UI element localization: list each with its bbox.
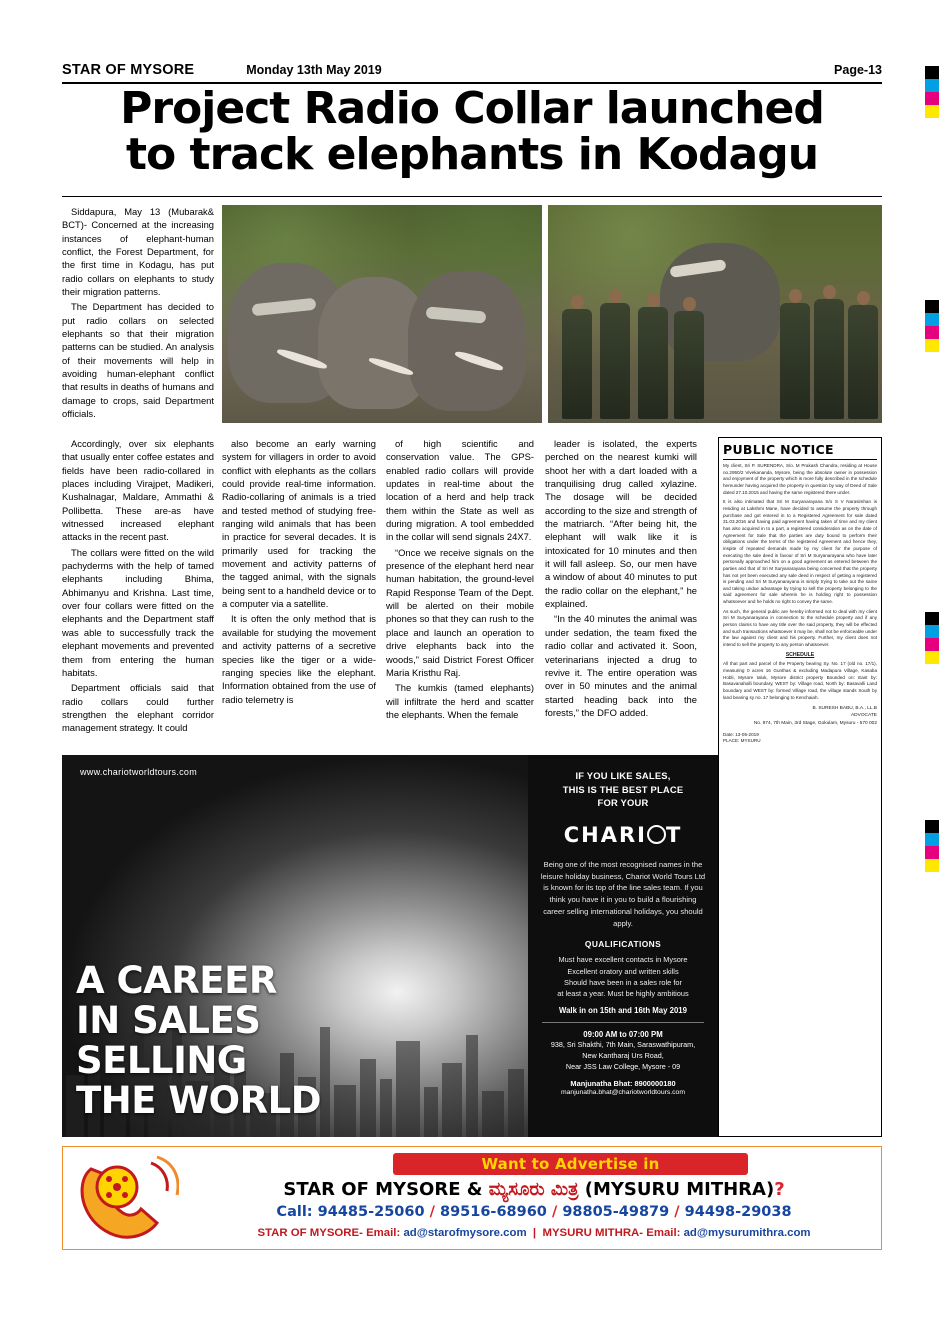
notice-signatory-title: ADVOCATE <box>850 713 877 719</box>
article-column-2 <box>222 437 376 708</box>
paragraph: “In the 40 minutes the animal was under sedation, the team fixed the radio collar and activated it. Soon, veterinarians injected a drug to revive it. The entire operation was over in 50 minutes and the animal started heading back into the forests,” the DFO added. <box>545 613 697 718</box>
ad-background-photo <box>62 755 528 1137</box>
ad-address <box>538 1039 708 1072</box>
paragraph: Accordingly, over six elephants that usually enter coffee estates and fields have been radio-collared in places including Virajpet, Madikeri, Kushalnagar, Maldare, Ammathi & Pollibetta. These are-as have witnessed increased elephant attacks in the recent past. <box>62 438 214 543</box>
phone-number-1[interactable]: 94485-25060 <box>317 1204 425 1220</box>
phone-number-2[interactable]: 89516-68960 <box>439 1204 547 1220</box>
advertisement-chariot[interactable] <box>62 755 718 1137</box>
headline-line-1: Project Radio Collar launched <box>120 83 824 134</box>
paragraph: Siddapura, May 13 (Mubarak& BCT)- Concerned at the increasing instances of elephant-human conflict, the Forest Department, for the first time in Kodagu, has put radio collars on elephants to study their migration patterns. <box>62 206 214 298</box>
article-column-1-lower <box>62 437 214 737</box>
ad-website-url[interactable]: www.chariotworldtours.com <box>80 767 198 777</box>
globe-o-icon <box>647 825 666 844</box>
paragraph: Department officials said that radio collars could further strengthen the elephant corridor management strategy. It could <box>62 682 214 734</box>
article-column-3 <box>386 437 534 723</box>
notice-schedule-heading: SCHEDULE <box>785 651 815 658</box>
page-masthead <box>62 62 882 84</box>
qualification-item: Must have excellent contacts in Mysore <box>558 955 688 965</box>
article-column-1 <box>62 205 214 423</box>
article-column-4 <box>545 437 697 721</box>
ad-walkin-timing: 09:00 AM to 07:00 PM <box>583 1029 663 1039</box>
ad-detail-panel <box>528 755 718 1137</box>
page-title <box>62 83 882 180</box>
notice-schedule-text: All that part and parcel of the Property bearing Sy. No. 17 (old no. 17/1), measuring 0 acres 16 Gunthas & excluding Madapura Village, Kasaba Hobli, Mysore taluk, Mysore district property Bounded on: East by: Basavanahalli boundary, WEST by: Village road, North by: Basavalli Land boundary and WEST by: formed Village road, the village stands South by land bearing sy no. 17 belonging to Kenchaiah. <box>723 661 877 700</box>
photo-forest-staff <box>548 205 882 423</box>
ad-qualifications-heading: QUALIFICATIONS <box>584 939 662 950</box>
mm-email-label: MYSURU MITHRA- Email: <box>542 1227 681 1239</box>
ad-headline-line-4: THE WORLD <box>76 1079 321 1123</box>
brand-mysuru-mithra-kannada: ಮ್ಯಸೂರು ಮಿತ್ರ <box>488 1179 579 1200</box>
phone-number-4[interactable]: 94498-29038 <box>684 1204 792 1220</box>
ad-contact-name[interactable]: Manjunatha Bhat: 8900000180 <box>570 1079 676 1089</box>
headline-line-2: to track elephants in Kodagu <box>125 128 819 180</box>
notice-paragraph: My client, Sri P. SURENDRA, S/o. M Prakash Chandra, residing at House no.2950/2 Vivekananda, Mysore, being the absolute owner in possession and enjoyment of the property which is more fully described in the schedule hereunder having acquired the property in question by way of Deed of Sale dated 27.10.2015 and having the same registered there under. <box>723 463 877 495</box>
address-line: Near JSS Law College, Mysore - 09 <box>565 1062 681 1072</box>
advertise-with-us-banner[interactable] <box>62 1146 882 1250</box>
page-number: Page-13 <box>834 63 882 77</box>
notice-place: PLACE: MYSURU <box>723 738 761 744</box>
chariot-logo-text: CHARI <box>563 822 647 847</box>
contact-numbers-line[interactable]: Call: 94485-25060 / 89516-68960 / 98805-49879 / 94498-29038 <box>276 1204 792 1220</box>
ad-kicker-line-3: FOR YOUR <box>597 797 649 809</box>
ad-kicker-line-1: IF YOU LIKE SALES, <box>575 770 671 781</box>
chariot-logo <box>538 823 708 847</box>
paragraph: It is often the only method that is available for studying the movement and activity patterns of a secretive species like the tiger or a wide-ranging species like the elephant. Information obtained from the use of radio telemetry is <box>222 613 376 705</box>
divider <box>542 1022 704 1023</box>
telephone-icon <box>71 1153 179 1245</box>
ad-contact-email[interactable]: manjunatha.bhat@chariotworldtours.com <box>560 1089 686 1097</box>
brand-mysuru-mithra-english: (MYSURU MITHRA) <box>584 1179 775 1200</box>
brand-line <box>189 1179 879 1200</box>
address-line: 938, Sri Shakthi, 7th Main, Saraswathipuram, <box>550 1039 696 1049</box>
brand-star-of-mysore: STAR OF MYSORE <box>283 1179 461 1200</box>
paragraph: The Department has decided to put radio collars on selected elephants so that their migration patterns can be studied. An analysis of their movements will help in avoiding human-elephant conflict that results in deaths of humans and damage to crops, said Department officials. <box>62 301 214 420</box>
qualification-item: Excellent oratory and written skills <box>567 966 679 976</box>
ad-headline-line-1: A CAREER <box>76 959 277 1003</box>
issue-date: Monday 13th May 2019 <box>246 63 382 77</box>
headline-divider <box>62 196 882 197</box>
som-email[interactable]: ad@starofmysore.com <box>403 1227 527 1239</box>
paragraph: leader is isolated, the experts perched on the nearest kumki will shoot her with a dart loaded with a tranquilising drug called xylazine. The dosage will be decided according to the size and strength of the matriarch. “After being hit, the elephant will walk like it is intoxicated for 10 minutes and then it will fall asleep. So, our men have a window of about 40 minutes to put the radio collar on the elephant,” he explained. <box>545 438 697 610</box>
ad-headline <box>76 961 321 1121</box>
newspaper-brand: STAR OF MYSORE <box>62 62 195 78</box>
registration-color-bars <box>925 66 939 1246</box>
ampersand: & <box>466 1179 483 1200</box>
ad-qualifications-list <box>538 954 708 998</box>
notice-paragraph: As such, the general public are hereby informed not to deal with my client Sri M Suryanarayana in connection to the schedule property and if any person claims to have any title over the said property, they will be effected and such transactions whatsoever it may be, shall not be enforceable under the law against my client and his property. Further, my client does not intend to sell the property to any person whatsoever. <box>723 608 877 648</box>
qualification-item: Should have been in a sales role for <box>564 977 682 987</box>
photo-elephants <box>222 205 542 423</box>
paragraph: The kumkis (tamed elephants) will infiltrate the herd and scatter the elephants. When the female <box>386 682 534 720</box>
qualification-item: at least a year. Must be highly ambitious <box>557 988 689 998</box>
mm-email[interactable]: ad@mysurumithra.com <box>683 1227 811 1239</box>
call-label: Call: <box>276 1204 313 1220</box>
ad-headline-line-3: SELLING <box>76 1039 247 1083</box>
notice-signatory-name: B. SURESH BABU, B.A., LL.B <box>812 706 877 712</box>
want-to-advertise-label: Want to Advertise in <box>393 1153 748 1175</box>
public-notice-title: PUBLIC NOTICE <box>723 442 877 460</box>
paragraph: also become an early warning system for villagers in order to avoid conflict with elephants as the collars could provide real-time information. Radio-collaring of animals is a tried and tested method of studying free-ranging wild animals that has been in practice for several decades. It is primarily used for tracking the movement and activity patterns of the tagged animal, with the signals being sent to a handheld device or to a computer via a satellite. <box>222 438 376 610</box>
ad-kicker-line-2: THIS IS THE BEST PLACE <box>562 783 684 795</box>
chariot-logo-text-end: T <box>665 822 683 847</box>
address-line: New Kantharaj Urs Road, <box>582 1051 664 1061</box>
contact-emails-line[interactable]: STAR OF MYSORE- Email: ad@starofmysore.com | MYSURU MITHRA- Email: ad@mysurumithra.com <box>257 1227 811 1239</box>
ad-body-text: Being one of the most recognised names in the leisure holiday business, Chariot World Tours Ltd is known for its top of the line sales team. If you think you have it in you to build a flourishing career selling international holidays, you should apply. <box>540 859 706 928</box>
paragraph: “Once we receive signals on the presence of the elephant herd near human habitation, the ground-level Rapid Response Team of the Dept. will be alerted on their mobile phones so that they can rush to the place and launch an operation to drive elephants back into the woods,” said District Forest Officer Maria Kristhu Raj. <box>386 546 534 678</box>
paragraph: The collars were fitted on the wild pachyderms with the help of tamed elephants including Bhima, Abhimanyu and Krishna. Last time, over four collars were fitted on the elephants and the Department staff was able to successfully track the elephant movements and prevented them from entering the human habitats. <box>62 546 214 678</box>
question-mark: ? <box>774 1179 785 1200</box>
notice-paragraph: It is also intimated that Sri M Suryanarayana S/o S V Narasimhan is residing at Lakshmi Mane, have decided to assume the property through purchase and got entered in to a Registered Agreement for sale dated 31.03.2016 and having paid agreement having taken of time and my client has also acquired in to a part, a registered consideration as on the date of Agreement for Sale that the parties are duty bound to perform their obligations under the terms of the registered Agreement and hence they, inspite of repeated demands made by my client for the purpose of executing the sale deed in favour of Sri M Suryanarayana who have later personally approached him on a good agreement as entered between the parties and that of Sri M Suryanarayana being concerned that the property has not yet been executed any sale deed in respect of getting a registered is pending and Sri M Suryanarayana is simply trying to take out the same and taking undue advantage by trying to sell the property belonging to the said agreement for sale wherein he is holding right to possession whatsoever and he holds no right to convey the same. <box>723 499 877 605</box>
paragraph: of high scientific and conservation value. The GPS-enabled radio collars will provide updates in real-time about the location of a herd and help track them within the State as well as during migration. A tool embedded in the collar will send signals 24X7. <box>386 438 534 543</box>
ad-walkin-dates: Walk in on 15th and 16th May 2019 <box>559 1005 687 1015</box>
phone-number-3[interactable]: 98805-49879 <box>562 1204 670 1220</box>
notice-date: Date: 13-05-2019 <box>723 731 759 737</box>
som-email-label: STAR OF MYSORE- Email: <box>257 1227 401 1239</box>
ad-headline-line-2: IN SALES <box>76 999 261 1043</box>
ad-kicker <box>538 769 708 810</box>
notice-signatory-address: No. 974, 7th Main, 3rd Stage, Gokulam, Mysuru - 570 002 <box>753 720 877 726</box>
public-notice-body <box>723 463 877 745</box>
public-notice-box <box>718 437 882 1137</box>
